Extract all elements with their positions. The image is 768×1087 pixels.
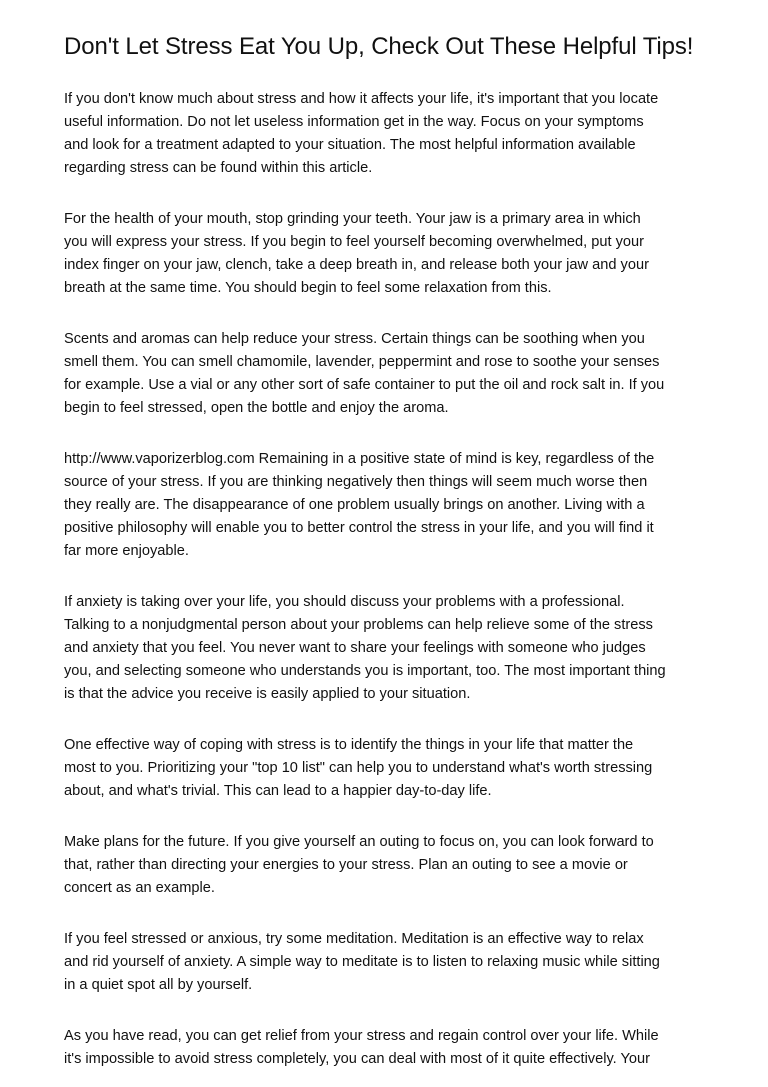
- text-line: Talking to a nonjudgmental person about your problems can help relieve some of the stress: [64, 617, 653, 633]
- paragraph: [64, 831, 714, 900]
- text-line: smell them. You can smell chamomile, lavender, peppermint and rose to soothe your senses: [64, 354, 660, 370]
- paragraph: [64, 591, 714, 706]
- text-line: If you don't know much about stress and how it affects your life, it's important that you locate: [64, 91, 659, 107]
- text-line: One effective way of coping with stress is to identify the things in your life that matter the: [64, 737, 634, 753]
- paragraph: [64, 328, 714, 420]
- text-line: is that the advice you receive is easily applied to your situation.: [64, 686, 471, 702]
- paragraph: [64, 734, 714, 803]
- text-line: that, rather than directing your energies to your stress. Plan an outing to see a movie or: [64, 857, 628, 873]
- text-line: in a quiet spot all by yourself.: [64, 977, 253, 993]
- text-line: and rid yourself of anxiety. A simple way to meditate is to listen to relaxing music while sitting: [64, 954, 660, 970]
- text-line: useful information. Do not let useless information get in the way. Focus on your symptoms: [64, 114, 644, 130]
- paragraph: [64, 448, 714, 563]
- text-line: regarding stress can be found within this article.: [64, 160, 373, 176]
- text-line: for example. Use a vial or any other sort of safe container to put the oil and rock salt in. If you: [64, 377, 665, 393]
- paragraph: [64, 1025, 714, 1071]
- text-line: breath at the same time. You should begin to feel some relaxation from this.: [64, 280, 552, 296]
- paragraph: [64, 208, 714, 300]
- text-line: concert as an example.: [64, 880, 215, 896]
- text-line: Scents and aromas can help reduce your stress. Certain things can be soothing when you: [64, 331, 645, 347]
- page-title: Don't Let Stress Eat You Up, Check Out These Helpful Tips!: [64, 33, 694, 60]
- paragraph: [64, 88, 714, 180]
- text-line: about, and what's trivial. This can lead to a happier day-to-day life.: [64, 783, 492, 799]
- text-line: it's impossible to avoid stress completely, you can deal with most of it quite effectively. Your: [64, 1051, 651, 1067]
- text-line: For the health of your mouth, stop grinding your teeth. Your jaw is a primary area in which: [64, 211, 641, 227]
- text-line: http://www.vaporizerblog.com Remaining in a positive state of mind is key, regardless of the: [64, 451, 655, 467]
- text-line: they really are. The disappearance of one problem usually brings on another. Living with a: [64, 497, 645, 513]
- text-line: As you have read, you can get relief from your stress and regain control over your life. While: [64, 1028, 659, 1044]
- text-line: and look for a treatment adapted to your situation. The most helpful information available: [64, 137, 636, 153]
- text-line: you will express your stress. If you begin to feel yourself becoming overwhelmed, put your: [64, 234, 644, 250]
- text-line: source of your stress. If you are thinking negatively then things will seem much worse then: [64, 474, 648, 490]
- text-line: If anxiety is taking over your life, you should discuss your problems with a professional.: [64, 594, 625, 610]
- text-line: index finger on your jaw, clench, take a deep breath in, and release both your jaw and your: [64, 257, 649, 273]
- text-line: most to you. Prioritizing your "top 10 list" can help you to understand what's worth stressing: [64, 760, 653, 776]
- text-line: and anxiety that you feel. You never want to share your feelings with someone who judges: [64, 640, 646, 656]
- article-body: [64, 88, 714, 1087]
- paragraph: [64, 928, 714, 997]
- text-line: begin to feel stressed, open the bottle and enjoy the aroma.: [64, 400, 449, 416]
- text-line: you, and selecting someone who understands you is important, too. The most important thing: [64, 663, 666, 679]
- text-line: far more enjoyable.: [64, 543, 189, 559]
- text-line: positive philosophy will enable you to better control the stress in your life, and you will find it: [64, 520, 654, 536]
- text-line: If you feel stressed or anxious, try some meditation. Meditation is an effective way to relax: [64, 931, 644, 947]
- text-line: Make plans for the future. If you give yourself an outing to focus on, you can look forward to: [64, 834, 654, 850]
